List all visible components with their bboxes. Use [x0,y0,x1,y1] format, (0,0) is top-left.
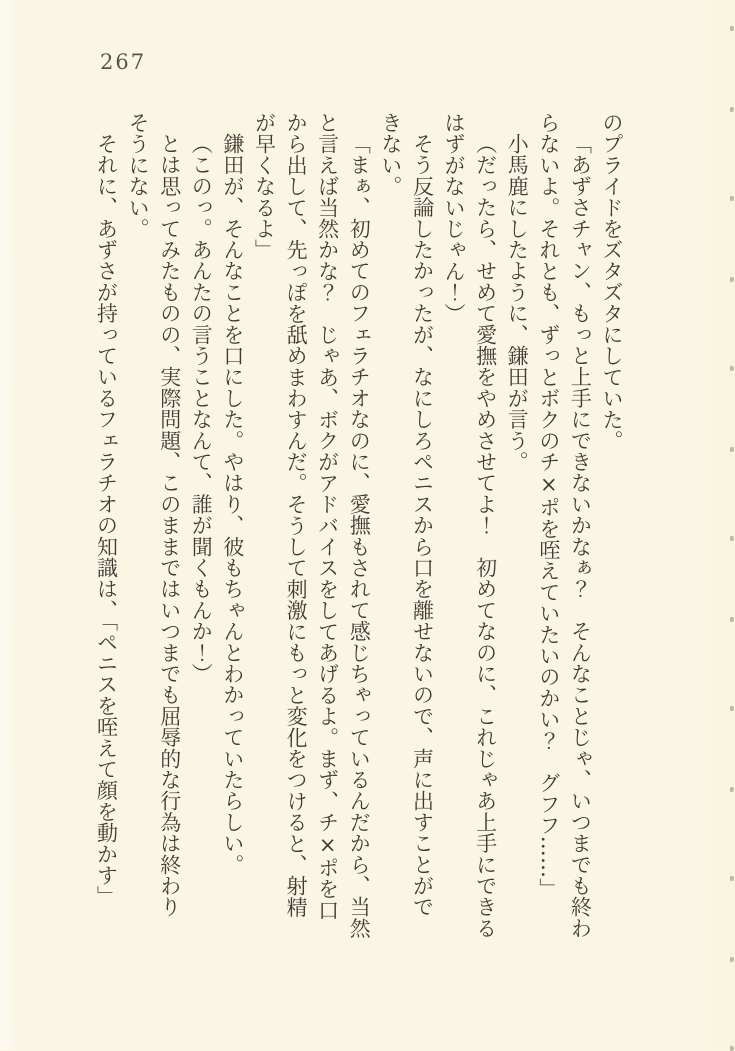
text-column-17: それに、あずさが持っているフェラチオの知識は、「ペニスを咥えて顔を動かす」 [94,133,119,907]
edge-speck [730,617,734,622]
edge-speck [730,277,734,282]
text-column-3: らないよ。それとも、ずっとボクのチ×ポを咥えていたいのかい？ グフフ……」 [536,112,561,900]
text-column-1: のプライドをズタズタにしていた。 [600,112,624,452]
edge-speck [730,787,734,792]
text-column-8: きない。 [378,112,403,197]
edge-speck [730,876,734,881]
text-column-16: そうにない。 [126,112,151,240]
edge-speck [730,536,734,541]
page-number: 267 [100,50,147,74]
text-column-6: はずがないじゃん！） [442,112,467,324]
text-column-9: 「まぁ、初めてのフェラチオなのに、愛撫もされて感じちゃっているんだから、当然 [347,133,372,939]
edge-speck [730,706,734,711]
text-block [90,112,627,940]
text-column-11: から出して、先っぽを舐めまわすんだ。そうして刺激にもっと変化をつけると、射精 [284,112,309,918]
text-column-2: 「あずさチャン、もっと上手にできないかなぁ？ そんなことじゃ、いつまでも終わ [568,133,593,939]
edge-speck [730,1046,734,1051]
text-column-5: （だったら、せめて愛撫をやめさせてよ！ 初めてなのに、これじゃあ上手にできる [473,133,498,939]
edge-speck [730,366,734,371]
text-column-15: とは思ってみたものの、実際問題、このままではいつまでも屈辱的な行為は終わり [157,133,182,918]
text-column-14: （このっ。あんたの言うことなんて、誰が聞くもんか！） [189,133,214,685]
edge-speck [730,26,734,31]
text-column-7: そう反論したかったが、なにしろペニスから口を離せないので、声に出すことがで [410,133,435,918]
edge-speck [730,447,734,452]
edge-speck [730,196,734,201]
edge-speck [730,957,734,962]
text-column-12: が早くなるよ」 [252,112,277,261]
text-column-4: 小馬鹿にしたように、鎌田が言う。 [505,133,530,473]
text-column-10: と言えば当然かな？ じゃあ、ボクがアドバイスをしてあげるよ。まず、チ×ポを口 [315,112,340,921]
edge-speck [730,107,734,112]
text-column-13: 鎌田が、そんなことを口にした。やはり、彼もちゃんとわかっていたらしい。 [220,133,245,875]
